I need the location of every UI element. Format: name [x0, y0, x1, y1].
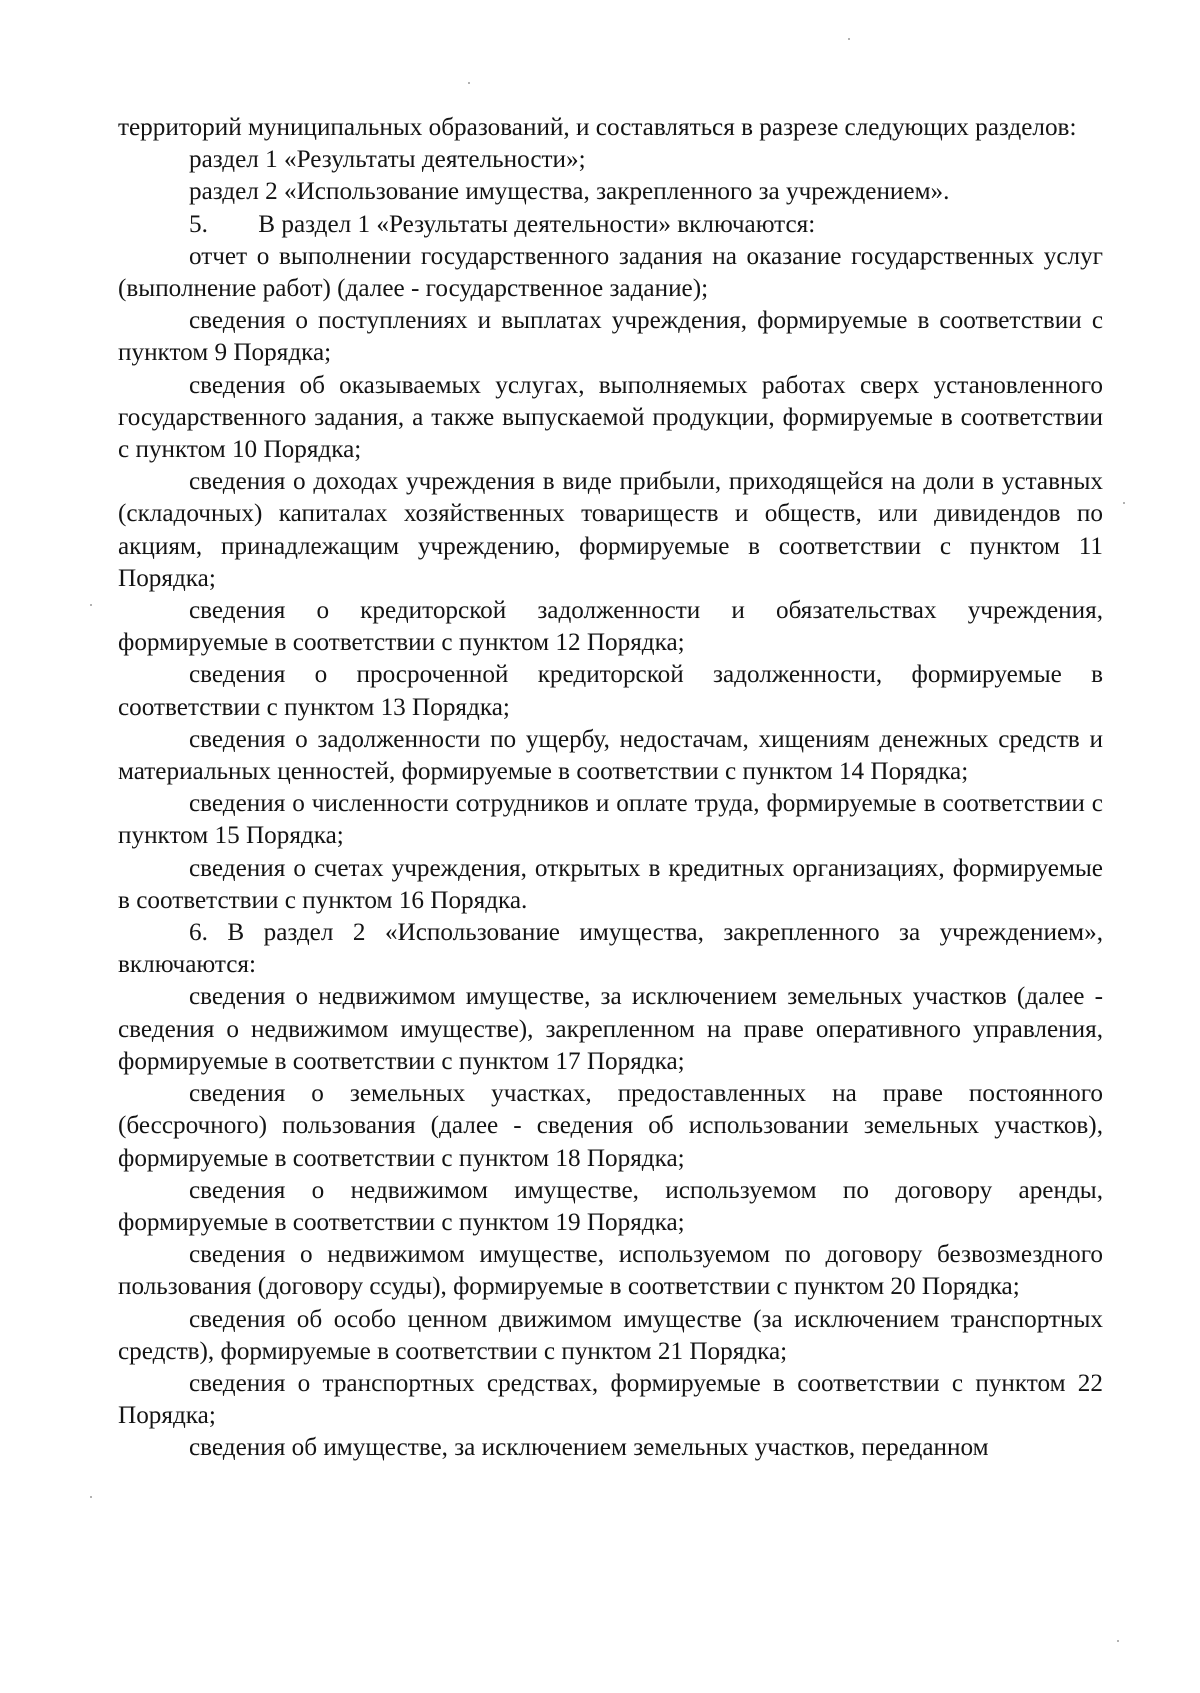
- paragraph: отчет о выполнении государственного задания на оказание государственных услуг (выполнение работ) (далее - государственное задание);: [118, 242, 1103, 303]
- document-body: [118, 112, 1103, 1465]
- scan-speck: [1117, 1640, 1119, 1642]
- paragraph: сведения о кредиторской задолженности и обязательствах учреждения, формируемые в соответствии с пунктом 12 Порядка;: [118, 597, 1103, 657]
- paragraph: сведения о просроченной кредиторской задолженности, формируемые в соответствии с пунктом 13 Порядка;: [118, 661, 1103, 721]
- paragraph: сведения о численности сотрудников и оплате труда, формируемые в соответствии с пунктом 15 Порядка;: [118, 790, 1103, 850]
- paragraph: сведения о земельных участках, предоставленных на праве постоянного (бессрочного) пользования (далее - сведения об использовании земельных участков), формируемые в соответствии с пунктом 18 Порядка;: [118, 1080, 1103, 1172]
- paragraph: 5. В раздел 1 «Результаты деятельности» включаются:: [189, 210, 816, 238]
- paragraph: сведения об особо ценном движимом имуществе (за исключением транспортных средств), формируемые в соответствии с пунктом 21 Порядка;: [118, 1305, 1103, 1365]
- paragraph: сведения о доходах учреждения в виде прибыли, приходящейся на доли в уставных (складочных) капиталах хозяйственных товариществ и обществ, или дивидендов по акциям, принадлежащим учреждению, формируемые в соответствии с пунктом 11 Порядка;: [118, 468, 1103, 592]
- scan-speck: [848, 38, 850, 40]
- paragraph: сведения о транспортных средствах, формируемые в соответствии с пунктом 22 Порядка;: [118, 1369, 1103, 1430]
- paragraph: сведения о задолженности по ущербу, недостачам, хищениям денежных средств и материальных ценностей, формируемые в соответствии с пунктом 14 Порядка;: [118, 725, 1103, 786]
- paragraph: территорий муниципальных образований, и составляться в разрезе следующих разделов:: [118, 114, 1077, 141]
- paragraph: сведения о недвижимом имуществе, за исключением земельных участков (далее - сведения о недвижимом имуществе), закрепленном на праве оперативного управления, формируемые в соответствии с пунктом 17 Порядка;: [118, 983, 1103, 1075]
- paragraph: сведения об имуществе, за исключением земельных участков, переданном: [189, 1434, 989, 1462]
- scan-speck: [90, 604, 92, 606]
- scan-speck: [90, 1496, 92, 1498]
- paragraph: сведения о недвижимом имуществе, используемом по договору аренды, формируемые в соответствии с пунктом 19 Порядка;: [118, 1176, 1103, 1236]
- paragraph: 6. В раздел 2 «Использование имущества, закрепленного за учреждением», включаются:: [118, 919, 1103, 979]
- paragraph: сведения об оказываемых услугах, выполняемых работах сверх установленного государственного задания, а также выпускаемой продукции, формируемые в соответствии с пунктом 10 Порядка;: [118, 371, 1103, 464]
- paragraph: раздел 1 «Результаты деятельности»;: [189, 146, 586, 174]
- paragraph: раздел 2 «Использование имущества, закрепленного за учреждением».: [189, 178, 950, 206]
- paragraph: сведения о счетах учреждения, открытых в кредитных организациях, формируемые в соответствии с пунктом 16 Порядка.: [118, 854, 1103, 914]
- scan-speck: [1123, 502, 1125, 504]
- scan-speck: [468, 82, 470, 84]
- paragraph: сведения о недвижимом имуществе, используемом по договору безвозмездного пользования (договору ссуды), формируемые в соответствии с пунктом 20 Порядка;: [118, 1241, 1103, 1301]
- paragraph: сведения о поступлениях и выплатах учреждения, формируемые в соответствии с пунктом 9 Порядка;: [118, 307, 1103, 367]
